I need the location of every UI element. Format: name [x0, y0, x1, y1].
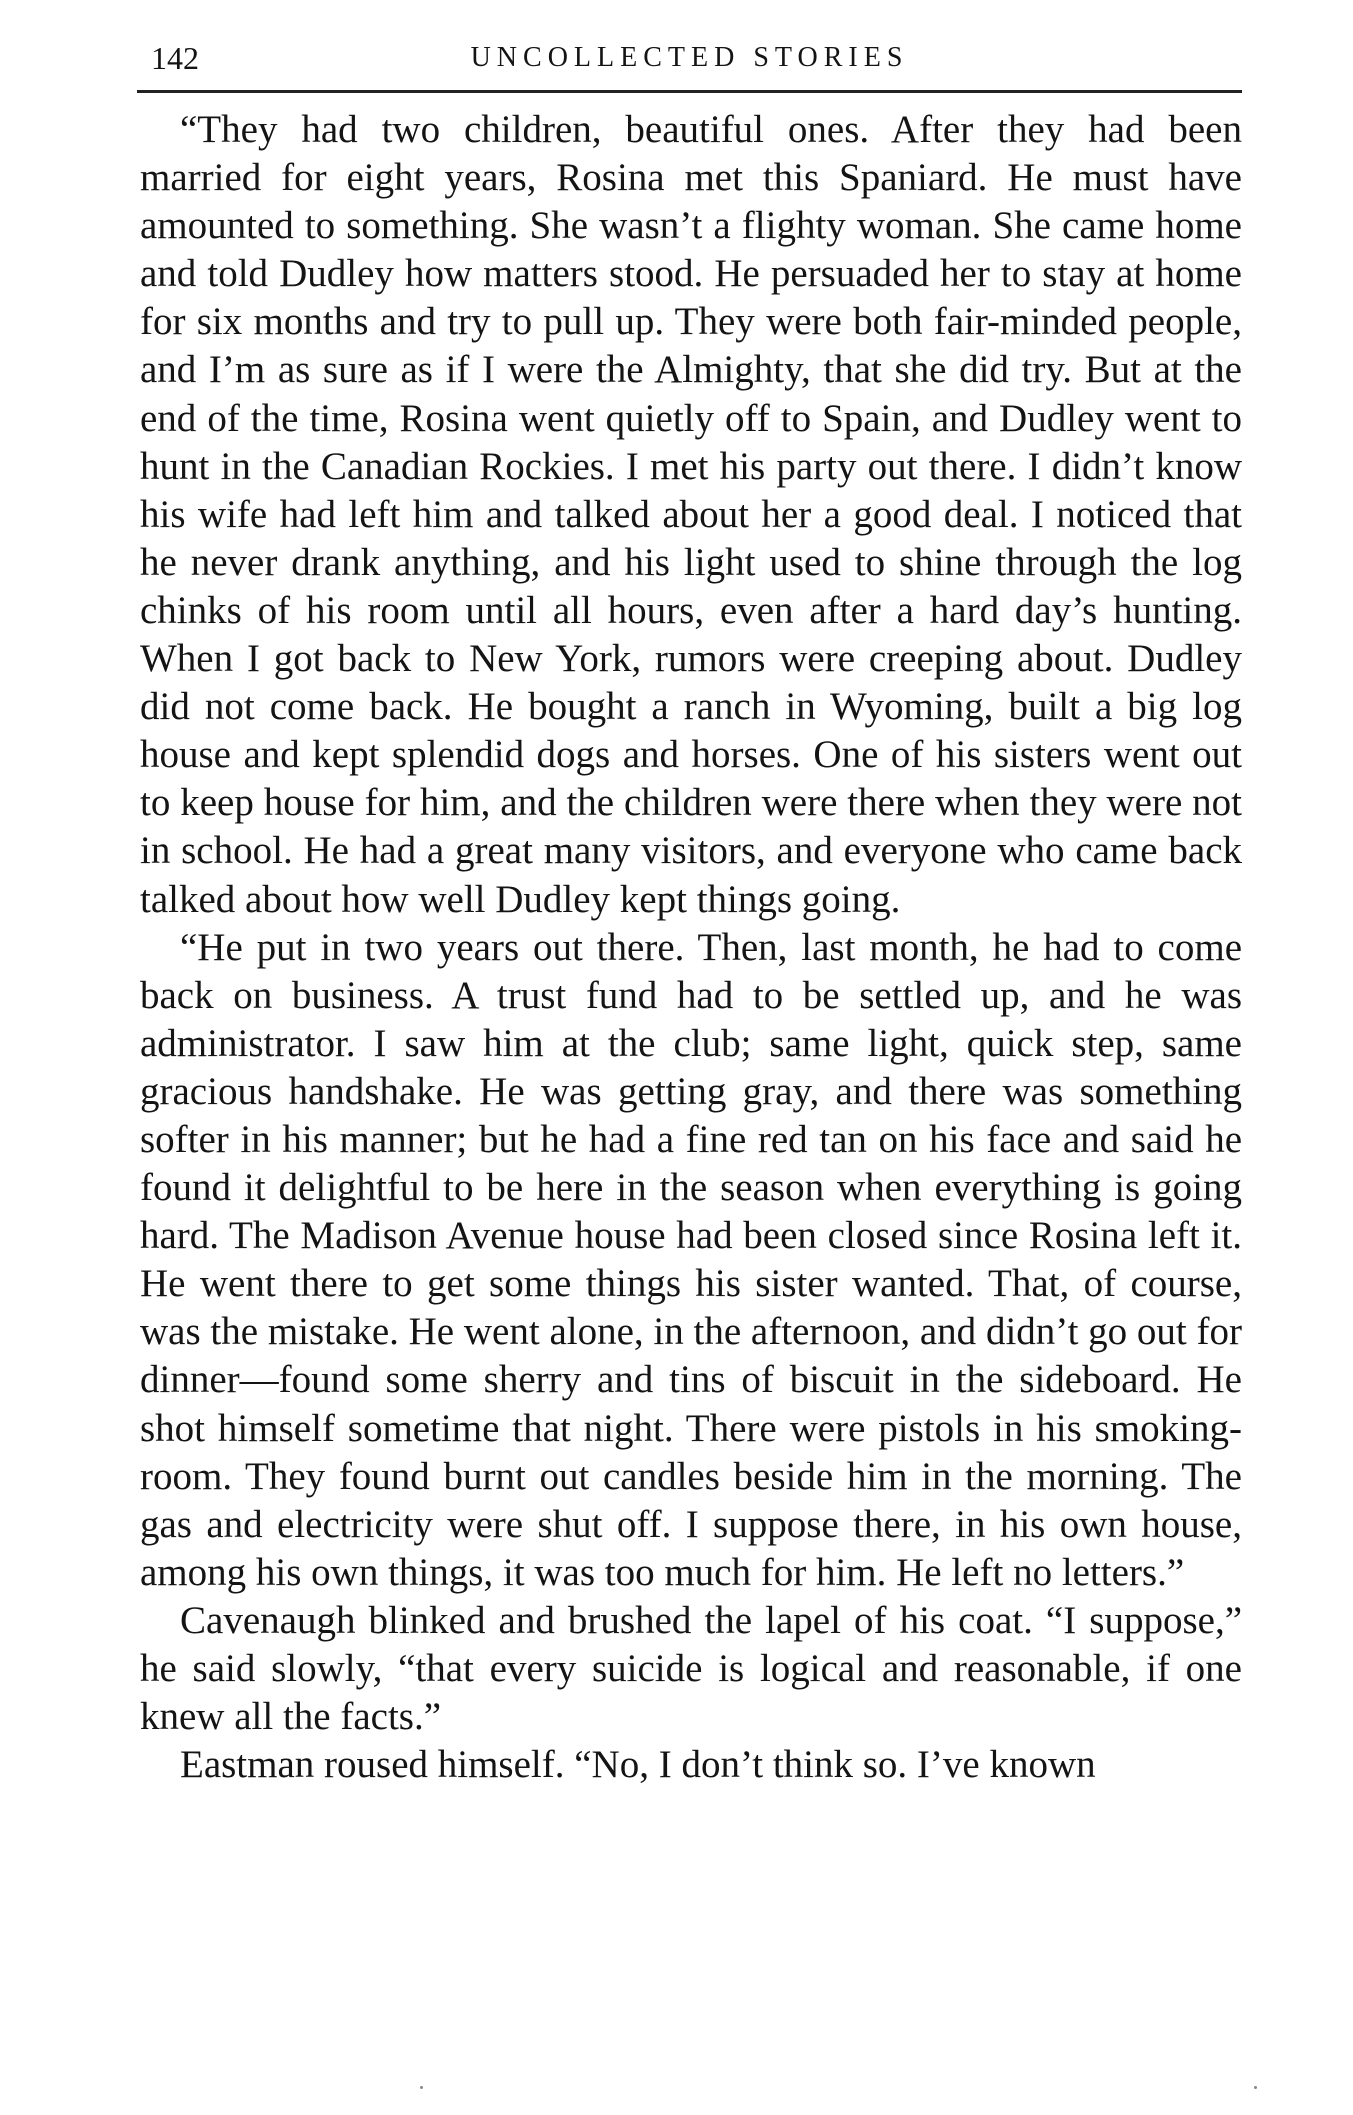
running-title: UNCOLLECTED STORIES	[470, 42, 909, 73]
paragraph: “He put in two years out there. Then, last month, he had to come back on business. A trust fund had to be settled up, and he was administrator. I saw him at the club; same light, quick step, same gracious handshake. He was getting gray, and there was something softer in his manner; but he had a fine red tan on his face and said he found it delightful to be here in the season when everything is going hard. The Madison Avenue house had been closed since Rosina left it. He went there to get some things his sister wanted. That, of course, was the mistake. He went alone, in the afternoon, and didn’t go out for dinner—found some sherry and tins of biscuit in the sideboard. He shot himself sometime that night. There were pistols in his smoking-room. They found burnt out candles beside him in the morning. The gas and electricity were shut off. I suppose there, in his own house, among his own things, it was too much for him. He left no letters.”	[140, 925, 1242, 1594]
page-header	[137, 28, 1242, 88]
header-rule	[137, 90, 1242, 93]
print-speck	[420, 2086, 423, 2089]
paragraph: “They had two children, beautiful ones. After they had been married for eight years, Rosina met this Spaniard. He must have amounted to something. She wasn’t a flighty woman. She came home and told Dudley how matters stood. He persuaded her to stay at home for six months and try to pull up. They were both fair-minded people, and I’m as sure as if I were the Almighty, that she did try. But at the end of the time, Rosina went quietly off to Spain, and Dudley went to hunt in the Canadian Rockies. I met his party out there. I didn’t know his wife had left him and talked about her a good deal. I noticed that he never drank anything, and his light used to shine through the log chinks of his room until all hours, even after a hard day’s hunting. When I got back to New York, rumors were creeping about. Dudley did not come back. He bought a ranch in Wyoming, built a big log house and kept splendid dogs and horses. One of his sisters went out to keep house for him, and the children were there when they were not in school. He had a great many visitors, and everyone who came back talked about how well Dudley kept things going.	[140, 108, 1242, 921]
page-number: 142	[151, 40, 199, 76]
body-text	[140, 106, 1242, 1789]
print-speck	[1254, 2086, 1257, 2089]
paragraph: Cavenaugh blinked and brushed the lapel of his coat. “I suppose,” he said slowly, “that every suicide is logical and reasonable, if one knew all the facts.”	[140, 1598, 1242, 1739]
paragraph: Eastman roused himself. “No, I don’t think so. I’ve known	[180, 1743, 1096, 1787]
